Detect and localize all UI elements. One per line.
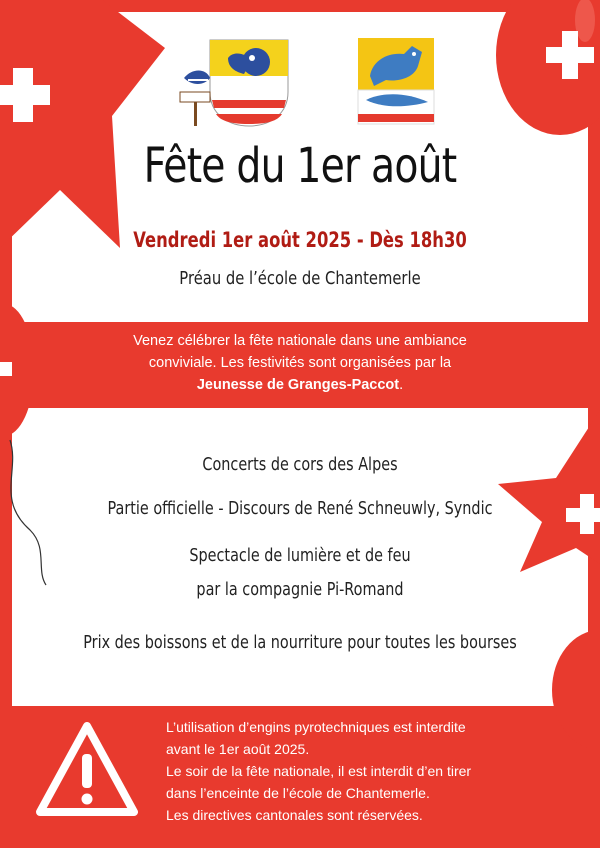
- balloon-icon: [552, 630, 600, 750]
- warning-triangle-icon: [34, 720, 140, 820]
- cantonal-crest-icon: [356, 36, 436, 126]
- warning-line: dans l’enceinte de l’école de Chantemerle.: [166, 785, 430, 801]
- intro-end: .: [399, 377, 404, 393]
- warning-line: L’utilisation d’engins pyrotechniques est interdite: [166, 719, 466, 735]
- intro-line: Venez célébrer la fête nationale dans une ambiance: [133, 333, 467, 349]
- balloon-icon: [496, 0, 600, 135]
- event-date: Vendredi 1er août 2025 - Dès 18h30: [133, 228, 467, 252]
- warning-line: avant le 1er août 2025.: [166, 741, 310, 757]
- program-item: Spectacle de lumière et de feu: [189, 545, 411, 566]
- warning-line: Le soir de la fête nationale, il est interdit d’en tirer: [166, 763, 472, 779]
- municipal-crest-icon: [178, 34, 294, 130]
- organizer-name: Jeunesse de Granges-Paccot: [196, 377, 400, 393]
- intro-line: [90, 374, 510, 396]
- program-item: Partie officielle - Discours de René Schneuwly, Syndic: [107, 498, 493, 519]
- program-item: Concerts de cors des Alpes: [202, 454, 398, 475]
- program-item: Prix des boissons et de la nourriture pour toutes les bourses: [83, 632, 517, 653]
- star-icon: [0, 0, 165, 248]
- intro-text: [90, 330, 510, 396]
- warning-line: Les directives cantonales sont réservées.: [166, 807, 423, 823]
- program-item: par la compagnie Pi-Romand: [196, 579, 404, 600]
- event-location: Préau de l’école de Chantemerle: [179, 268, 421, 289]
- intro-line: conviviale. Les festivités sont organisées par la: [148, 355, 452, 371]
- warning-text: [166, 716, 548, 826]
- page-title: Fête du 1er août: [143, 138, 457, 194]
- swiss-cross-icon: [0, 362, 12, 376]
